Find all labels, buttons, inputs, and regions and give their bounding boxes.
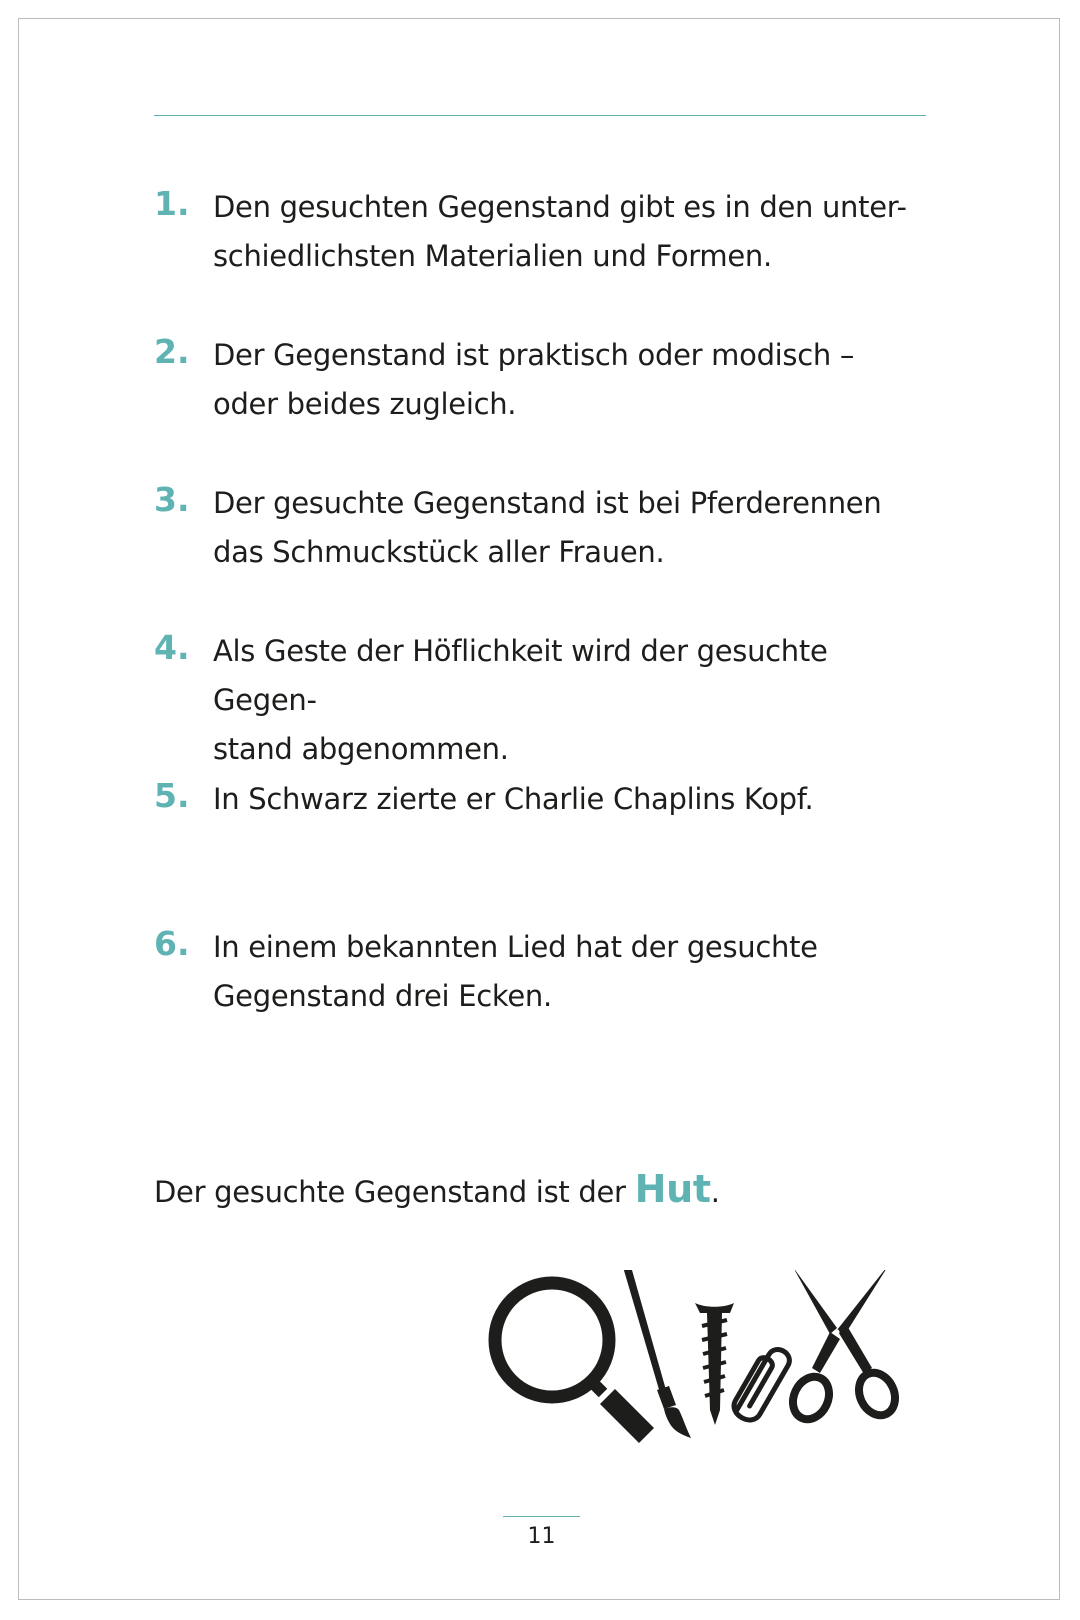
top-divider [154,115,926,116]
clue-text: Den gesuchten Gegenstand gibt es in den unter- schiedlichsten Materialien und Formen. [213,190,907,273]
clue-text: In Schwarz zierte er Charlie Chaplins Kopf. [213,782,814,816]
paperclip-icon [730,1343,793,1425]
clue-item [154,775,934,923]
clue-text: In einem bekannten Lied hat der gesuchte Gegenstand drei Ecken. [213,930,818,1013]
clue-number: 5. [154,776,190,815]
clue-list [154,183,934,1071]
clue-item [154,923,934,1071]
clue-number: 6. [154,924,190,963]
tools-illustration [480,1270,940,1450]
clue-item [154,479,934,627]
clue-item [154,183,934,331]
clue-item [154,627,934,775]
page-number: 11 [527,1524,556,1549]
scissors-icon [786,1270,901,1425]
clue-text: Der Gegenstand ist praktisch oder modisch – oder beides zugleich. [213,338,855,421]
screw-icon [695,1303,734,1425]
clue-item [154,331,934,479]
footer-divider [503,1516,580,1517]
answer-suffix: . [710,1175,720,1209]
clue-text: Als Geste der Höflichkeit wird der gesuchte Gegen- stand abgenommen. [213,634,828,766]
magnifying-glass-icon [495,1283,654,1443]
clue-text: Der gesuchte Gegenstand ist bei Pferderennen das Schmuckstück aller Frauen. [213,486,882,569]
clue-number: 3. [154,480,190,519]
answer-word: Hut [634,1167,711,1211]
answer-sentence [154,1167,720,1214]
clue-number: 4. [154,628,190,667]
clue-number: 2. [154,332,190,371]
clue-number: 1. [154,184,190,223]
answer-prefix: Der gesuchte Gegenstand ist der [154,1175,635,1209]
